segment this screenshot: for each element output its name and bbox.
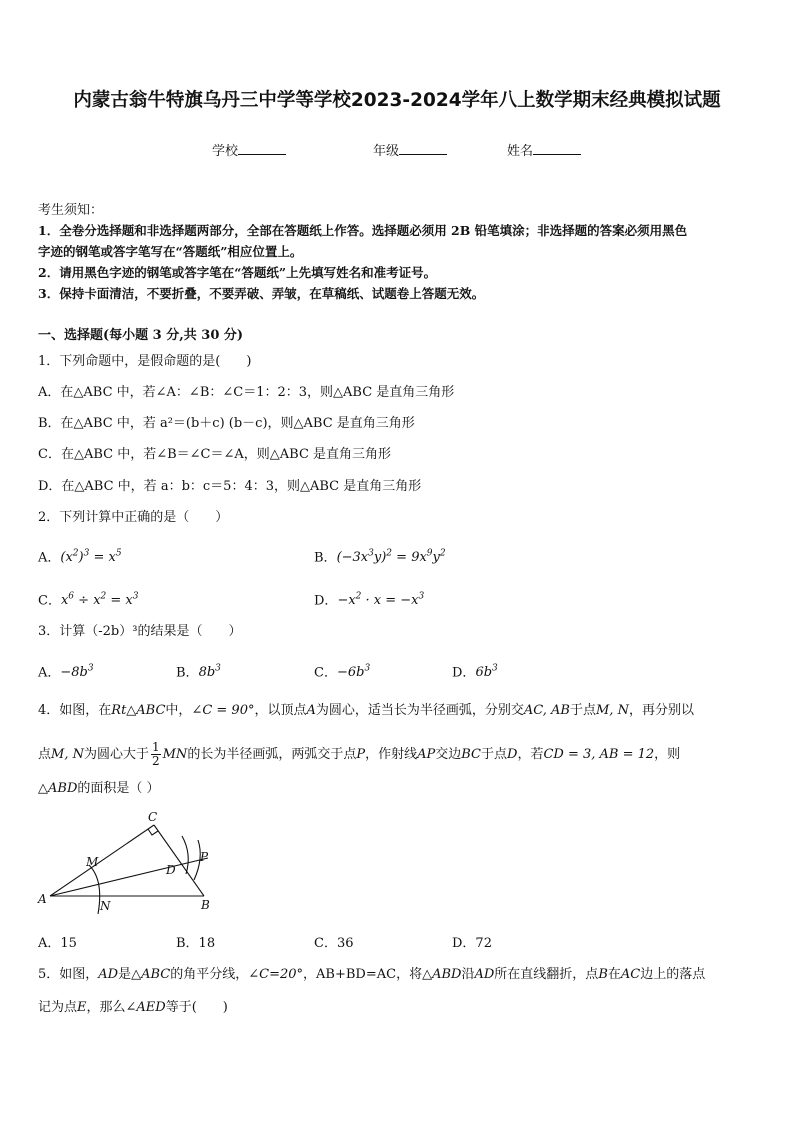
q4-line-1: 4．如图，在Rt△ABC中，∠C = 90°，以顶点A为圆心，适当长为半径画弧，分别交AC, AB于点M, N，再分别以 <box>38 703 694 718</box>
label-b: B <box>201 898 210 912</box>
q3-option-b[interactable]: B．$8b^3$ <box>176 664 221 681</box>
label-m: M <box>86 855 99 869</box>
school-label: 学校 <box>212 144 239 159</box>
name-blank[interactable] <box>533 141 581 155</box>
q4-option-a[interactable]: A．15 <box>38 936 77 951</box>
q3-option-a[interactable]: A．$-8b^3$ <box>38 664 94 681</box>
q2-option-a[interactable]: A．$(x^2)^3 = x^5$ <box>38 549 122 566</box>
q4-option-c[interactable]: C．36 <box>314 936 354 951</box>
notice-item-3: 3．保持卡面清洁，不要折叠，不要弄破、弄皱，在草稿纸、试题卷上答题无效。 <box>38 286 485 301</box>
school-field <box>212 140 286 159</box>
q1-option-b[interactable]: B．在△ABC 中，若 a²＝(b＋c) (b－c)，则△ABC 是直角三角形 <box>38 416 415 431</box>
q2-option-d[interactable]: D．$-x^2 \cdot x = -x^3$ <box>314 592 425 609</box>
notice-item-2: 2．请用黑色字迹的钢笔或答字笔在“答题纸”上先填写姓名和准考证号。 <box>38 265 437 280</box>
notice-item-1: 1．全卷分选择题和非选择题两部分，全部在答题纸上作答。选择题必须用 2B 铅笔填涂；非选择题的答案必须用黑色 <box>38 223 688 238</box>
q1-option-a[interactable]: A．在△ABC 中，若∠A：∠B：∠C＝1：2：3，则△ABC 是直角三角形 <box>38 385 455 400</box>
grade-field <box>373 140 447 159</box>
side-ac <box>50 825 154 896</box>
name-field <box>507 140 581 159</box>
q2-stem: 2．下列计算中正确的是（ ） <box>38 510 229 525</box>
q4-line-2: 点M, N为圆心大于 $\frac{1}{2}$ MN的长为半径画弧，两弧交于点P，作射线AP交边BC于点D，若CD = 3, AB = 12，则 <box>38 740 681 768</box>
page-title: 内蒙古翁牛特旗乌丹三中学等学校2023-2024学年八上数学期末经典模拟试题 <box>73 90 721 111</box>
name-label: 姓名 <box>507 144 534 159</box>
grade-label: 年级 <box>373 144 400 159</box>
q4-line-3: △ABD的面积是（ ） <box>38 781 160 796</box>
q2-option-c[interactable]: C．$x^6 \div x^2 = x^3$ <box>38 592 139 609</box>
q3-option-d[interactable]: D．$6b^3$ <box>452 664 498 681</box>
label-p: P <box>200 850 209 864</box>
q1-stem: 1．下列命题中，是假命题的是( ) <box>38 354 252 369</box>
q5-line-1: 5．如图，AD是△ABC的角平分线，∠C=20°，AB+BD=AC，将△ABD沿AD所在直线翻折，点B在AC边上的落点 <box>38 967 706 982</box>
notice-heading: 考生须知： <box>38 203 104 218</box>
q4-triangle-figure <box>36 810 226 918</box>
q3-stem: 3．计算（-2b）³的结果是（ ） <box>38 624 242 639</box>
q4-option-b[interactable]: B．18 <box>176 936 216 951</box>
arc-mn <box>89 865 100 914</box>
q4-option-d[interactable]: D．72 <box>452 936 492 951</box>
q3-option-c[interactable]: C．$-6b^3$ <box>314 664 371 681</box>
q1-option-d[interactable]: D．在△ABC 中，若 a：b：c＝5：4：3，则△ABC 是直角三角形 <box>38 479 422 494</box>
section-heading: 一、选择题(每小题 3 分,共 30 分) <box>38 328 244 343</box>
grade-blank[interactable] <box>399 141 447 155</box>
school-blank[interactable] <box>238 141 286 155</box>
notice-item-1b: 字迹的钢笔或答字笔写在“答题纸”相应位置上。 <box>38 244 303 259</box>
q5-line-2: 记为点E，那么∠AED等于( ) <box>38 1000 228 1015</box>
q1-option-c[interactable]: C．在△ABC 中，若∠B＝∠C＝∠A，则△ABC 是直角三角形 <box>38 447 392 462</box>
label-c: C <box>148 810 158 824</box>
right-angle-mark <box>148 829 158 835</box>
label-a: A <box>38 892 47 906</box>
label-n: N <box>100 899 111 913</box>
q2-option-b[interactable]: B．$(-3x^3y)^2 = 9x^9y^2$ <box>314 549 446 566</box>
label-d: D <box>166 863 176 877</box>
ray-ap <box>50 858 208 896</box>
